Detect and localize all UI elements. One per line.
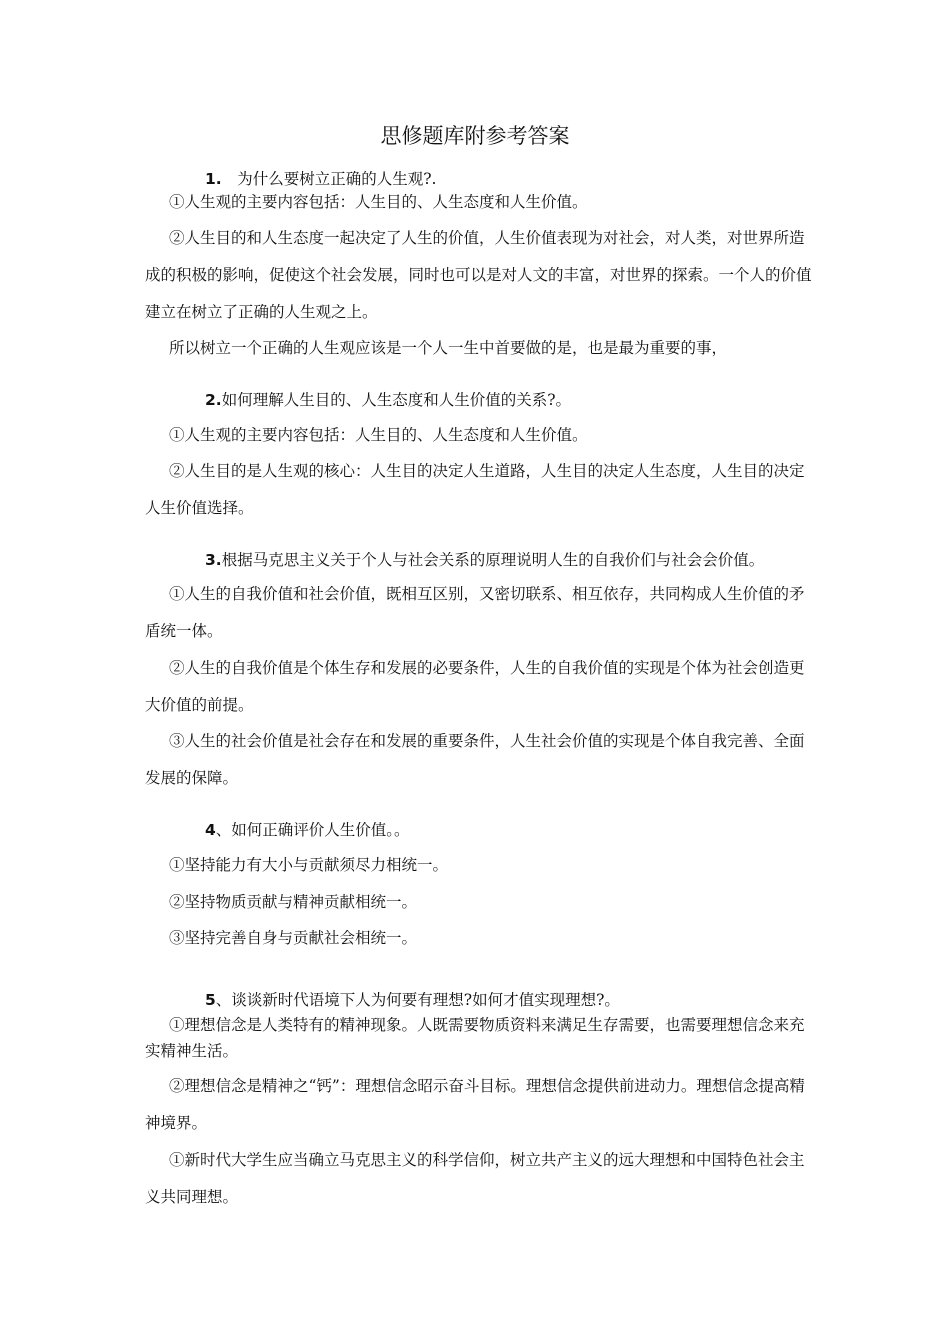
- question-text: 为什么要树立正确的人生观?.: [221, 170, 437, 188]
- question-number: 3.: [205, 551, 222, 569]
- question-number: 5: [205, 991, 216, 1009]
- question-5-answer-3: ①新时代大学生应当确立马克思主义的科学信仰，树立共产主义的远大理想和中国特色社会主义共同理想。: [145, 1151, 805, 1206]
- question-2-heading: [205, 389, 571, 411]
- question-4-answer-3: ③坚持完善自身与贡献社会相统一。: [169, 929, 418, 947]
- question-1-answer-2: ②人生目的和人生态度一起决定了人生的价值，人生价值表现为对社会，对人类，对世界所造成的积极的影响，促使这个社会发展，同时也可以是对人文的丰富，对世界的探索。一个人的价值建立在树立了正确的人生观之上。: [145, 229, 812, 321]
- question-number: 2.: [205, 391, 222, 409]
- question-4-heading: [205, 819, 410, 841]
- question-5-heading: [205, 989, 620, 1011]
- question-text: 、谈谈新时代语境下人为何要有理想?如何才值实现理想?。: [215, 991, 620, 1009]
- question-1-answer-1: ①人生观的主要内容包括：人生目的、人生态度和人生价值。: [169, 193, 588, 211]
- question-3-answer-2: ②人生的自我价值是个体生存和发展的必要条件，人生的自我价值的实现是个体为社会创造更大价值的前提。: [145, 659, 805, 714]
- question-text: 根据马克思主义关于个人与社会关系的原理说明人生的自我价们与社会会价值。: [221, 551, 765, 569]
- question-5-answer-1: ①理想信念是人类特有的精神现象。人既需要物质资料来满足生存需要，也需要理想信念来充实精神生活。: [145, 1016, 805, 1060]
- question-3-heading: [205, 549, 764, 571]
- question-2-answer-2: ②人生目的是人生观的核心：人生目的决定人生道路，人生目的决定人生态度，人生目的决定人生价值选择。: [145, 462, 805, 517]
- question-4-answer-1: ①坚持能力有大小与贡献须尽力相统一。: [169, 856, 449, 874]
- question-3-answer-3: ③人生的社会价值是社会存在和发展的重要条件，人生社会价值的实现是个体自我完善、全面发展的保障。: [145, 732, 805, 787]
- question-number: 1.: [205, 170, 222, 188]
- question-5-answer-2: ②理想信念是精神之“钙”：理想信念昭示奋斗目标。理想信念提供前进动力。理想信念提高精神境界。: [145, 1077, 805, 1132]
- question-text: 如何理解人生目的、人生态度和人生价值的关系?。: [221, 391, 571, 409]
- question-text: 、如何正确评价人生价值。。: [215, 821, 410, 839]
- question-4-answer-2: ②坚持物质贡献与精神贡献相统一。: [169, 893, 418, 911]
- document-title: 思修题库附参考答案: [380, 124, 570, 148]
- question-1-answer-3: 所以树立一个正确的人生观应该是一个人一生中首要做的是，也是最为重要的事，: [169, 339, 728, 357]
- question-2-answer-1: ①人生观的主要内容包括：人生目的、人生态度和人生价值。: [169, 426, 588, 444]
- question-number: 4: [205, 821, 216, 839]
- question-3-answer-1: ①人生的自我价值和社会价值，既相互区别，又密切联系、相互依存，共同构成人生价值的矛盾统一体。: [145, 585, 805, 640]
